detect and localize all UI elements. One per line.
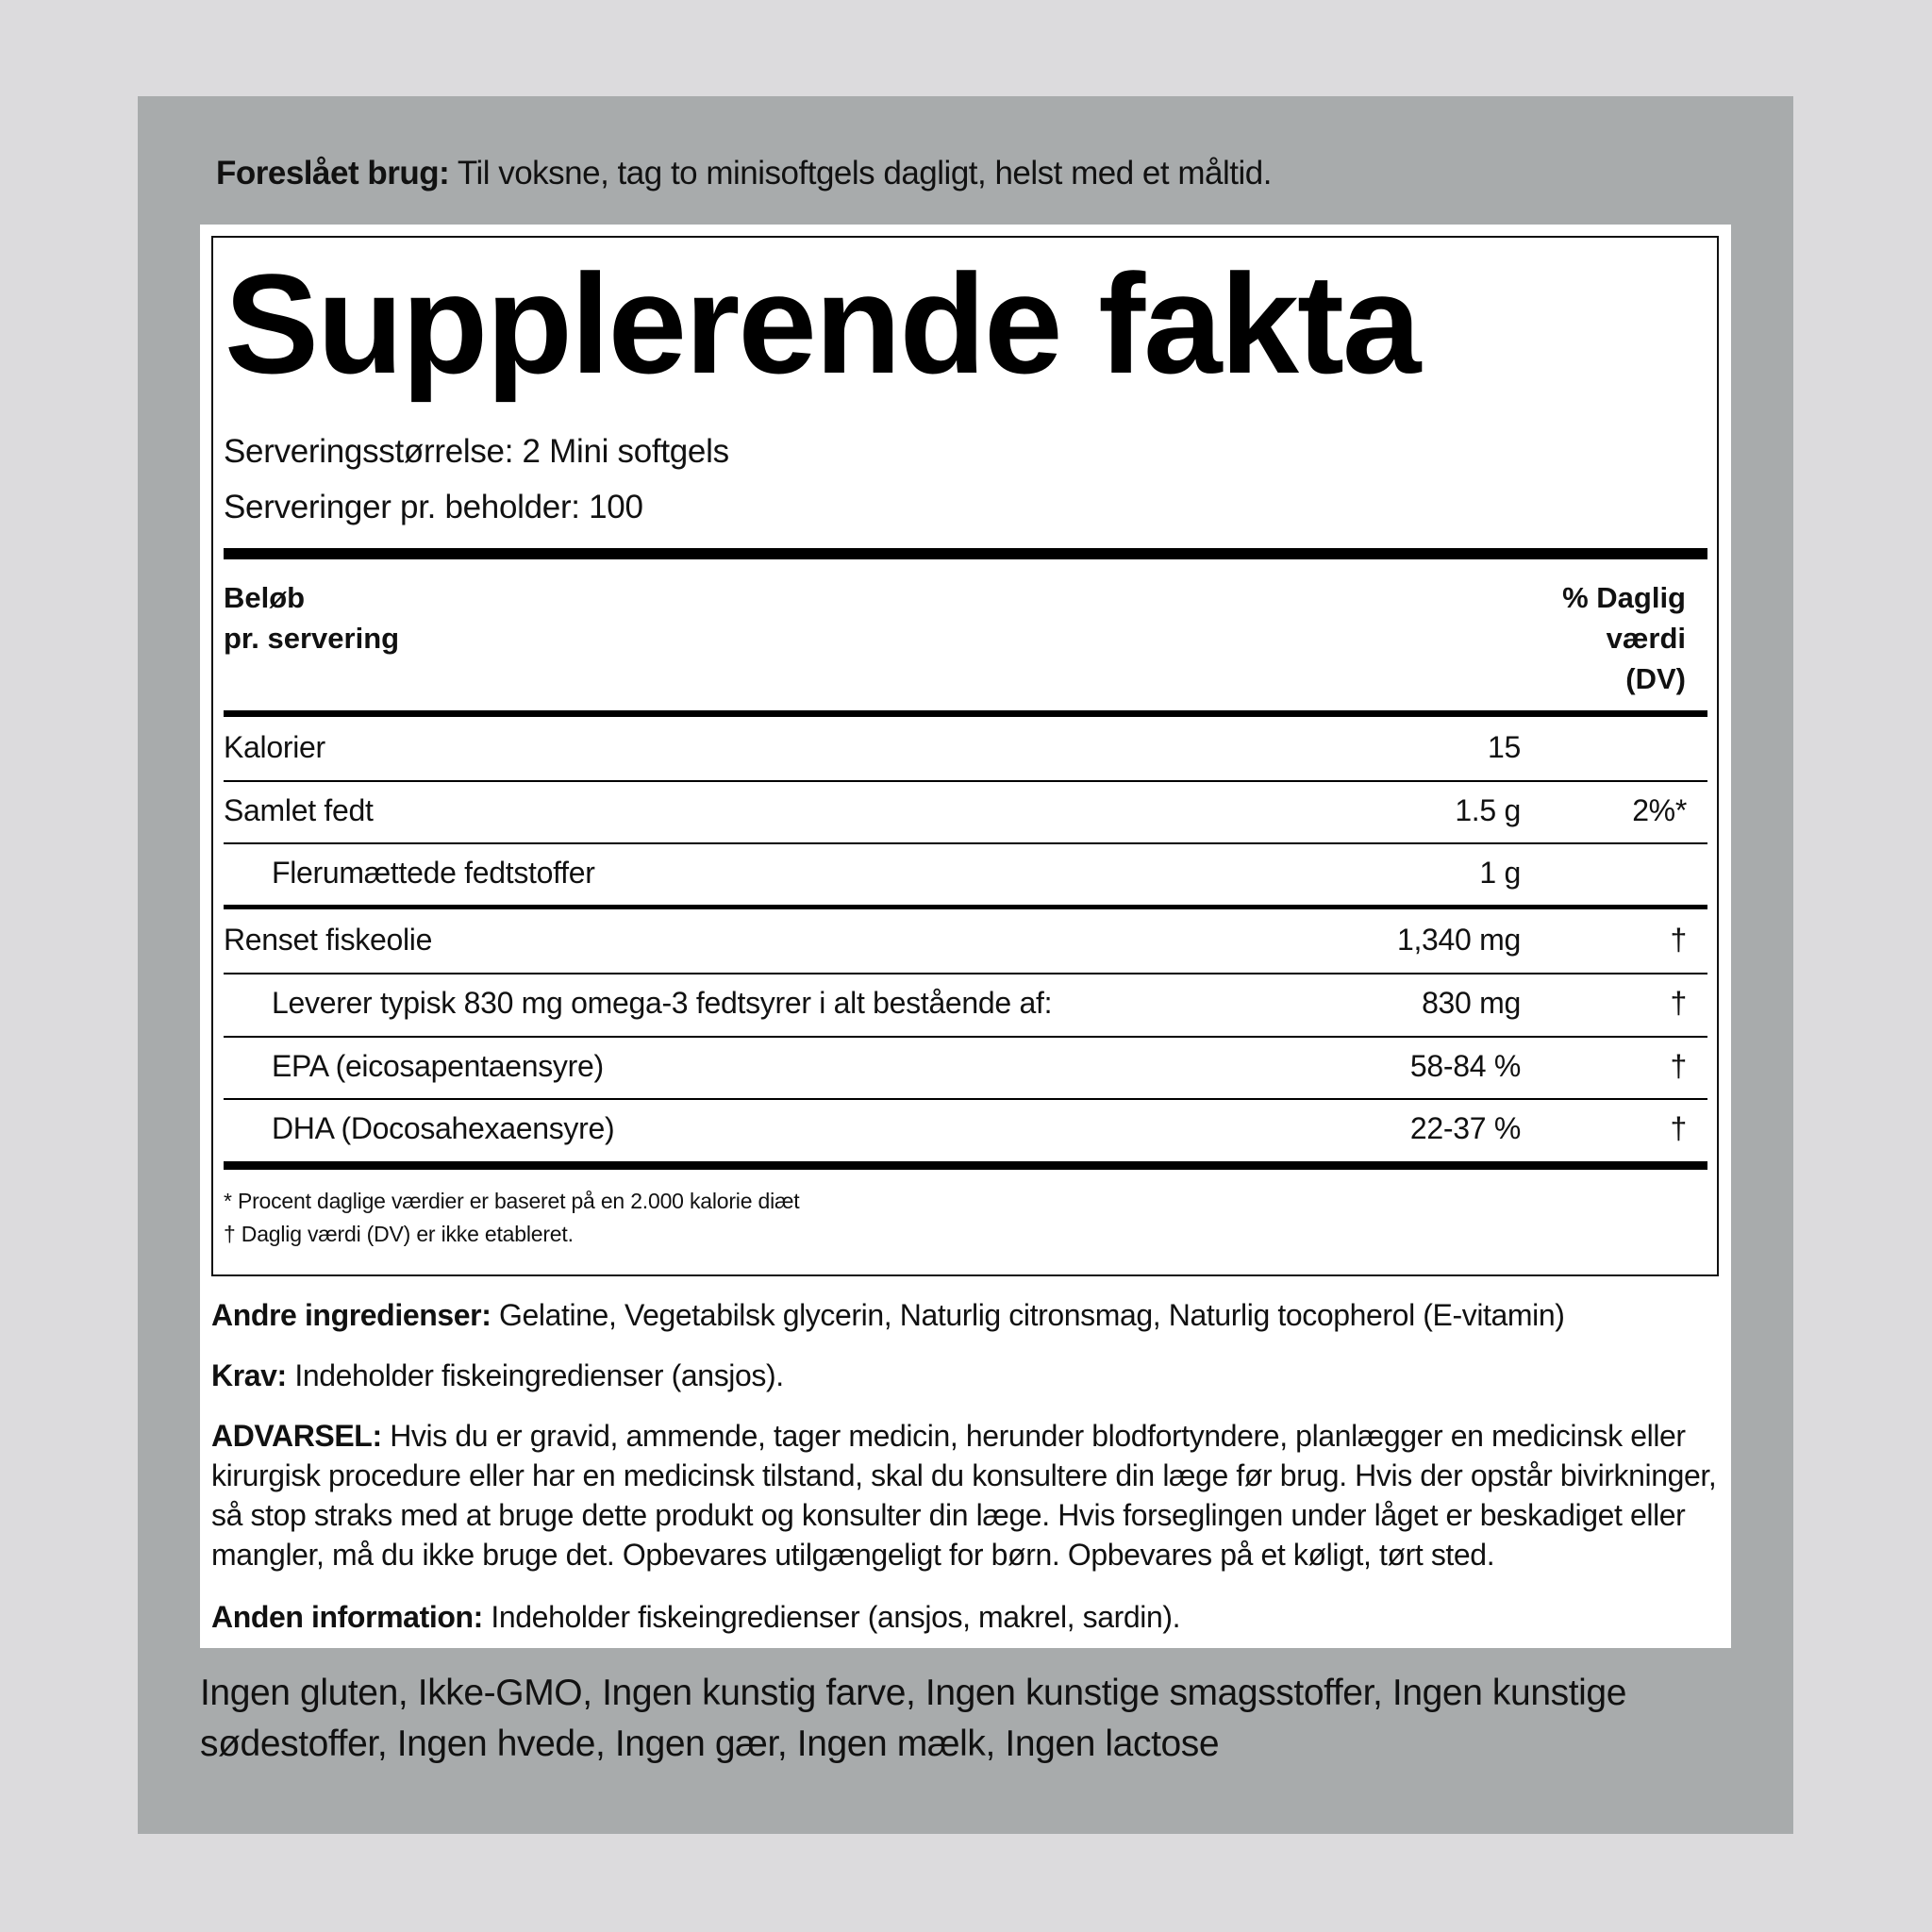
dv-header-line2: værdi xyxy=(1606,622,1686,655)
footnote-not-established: † Daglig værdi (DV) er ikke etableret. xyxy=(224,1222,574,1246)
facts-row xyxy=(224,1109,1707,1147)
other-ingredients-text: Gelatine, Vegetabilsk glycerin, Naturlig citronsmag, Naturlig tocopherol (E-vitamin) xyxy=(498,1298,1565,1332)
section-divider xyxy=(224,905,1707,909)
nutrient-amount: 58-84 % xyxy=(1409,1049,1521,1083)
nutrient-dv: † xyxy=(1670,923,1687,957)
facts-row xyxy=(224,1047,1707,1085)
row-divider xyxy=(224,842,1707,844)
nutrient-dv: † xyxy=(1670,1049,1687,1083)
suggested-use-text: Til voksne, tag to minisoftgels dagligt, helst med et måltid. xyxy=(457,155,1272,192)
nutrient-dv: 2%* xyxy=(1632,793,1687,827)
nutrient-name: Kalorier xyxy=(224,730,325,764)
daily-value-header xyxy=(1562,577,1686,699)
other-ingredients-label: Andre ingredienser: xyxy=(211,1298,491,1332)
nutrient-amount: 830 mg xyxy=(1422,986,1521,1020)
thick-divider-bottom xyxy=(224,1161,1707,1170)
nutrient-dv: † xyxy=(1670,1111,1687,1145)
nutrient-name: EPA (eicosapentaensyre) xyxy=(272,1049,604,1083)
amount-header-line1: Beløb xyxy=(224,581,306,614)
nutrient-name: Leverer typisk 830 mg omega-3 fedtsyrer i alt bestående af: xyxy=(272,986,1053,1020)
facts-title: Supplerende fakta xyxy=(225,244,1420,403)
amount-header xyxy=(224,577,399,658)
footnote-daily-value: * Procent daglige værdier er baseret på en 2.000 kalorie diæt xyxy=(224,1189,800,1213)
row-divider xyxy=(224,780,1707,782)
nutrient-amount: 1.5 g xyxy=(1455,793,1521,827)
nutrient-name: Samlet fedt xyxy=(224,793,374,827)
warning-label: ADVARSEL: xyxy=(211,1419,382,1453)
row-divider xyxy=(224,1036,1707,1038)
facts-row xyxy=(224,854,1707,891)
facts-row xyxy=(224,921,1707,958)
nutrient-amount: 22-37 % xyxy=(1409,1111,1521,1145)
suggested-use-label: Foreslået brug: xyxy=(216,155,450,192)
nutrient-amount: 1,340 mg xyxy=(1396,923,1521,957)
warning-text: Hvis du er gravid, ammende, tager medicin, herunder blodfortyndere, planlægger en medicinsk eller kirurgisk procedure eller har en medicinsk tilstand, skal du konsultere din læge før brug. Hvis der opstår bivirkninger, så stop straks med at bruge dette produkt og konsulter din læge. Hvis forseglingen under låget er beskadiget eller mangler, må du ikke bruge det. Opbevares utilgængeligt for børn. Opbevares på et køligt, tørt sted. xyxy=(211,1419,1717,1572)
servings-per-container: Serveringer pr. beholder: 100 xyxy=(224,489,643,525)
free-from-statement: Ingen gluten, Ikke-GMO, Ingen kunstig farve, Ingen kunstige smagsstoffer, Ingen kunstige sødestoffer, Ingen hvede, Ingen gær, Ingen mælk, Ingen lactose xyxy=(200,1673,1626,1764)
claim-text: Indeholder fiskeingredienser (ansjos). xyxy=(294,1358,784,1392)
claim-label: Krav: xyxy=(211,1358,287,1392)
thick-divider xyxy=(224,548,1707,559)
warning xyxy=(211,1416,1721,1574)
nutrient-amount: 15 xyxy=(1488,730,1521,764)
other-information xyxy=(211,1597,1721,1637)
nutrient-name: Renset fiskeolie xyxy=(224,923,433,957)
row-divider xyxy=(224,1098,1707,1100)
other-information-text: Indeholder fiskeingredienser (ansjos, makrel, sardin). xyxy=(491,1600,1181,1634)
dv-header-line1: % Daglig xyxy=(1562,581,1686,614)
nutrient-name: Flerumættede fedtstoffer xyxy=(272,856,595,890)
amount-header-line2: pr. servering xyxy=(224,622,400,655)
claim xyxy=(211,1356,1721,1395)
nutrient-dv: † xyxy=(1670,986,1687,1020)
nutrient-amount: 1 g xyxy=(1479,856,1521,890)
suggested-use xyxy=(216,155,1272,192)
dv-header-line3: (DV) xyxy=(1625,662,1686,695)
row-divider xyxy=(224,973,1707,974)
medium-divider xyxy=(224,710,1707,717)
facts-row xyxy=(224,791,1707,829)
facts-row xyxy=(224,728,1707,766)
nutrient-name: DHA (Docosahexaensyre) xyxy=(272,1111,615,1145)
other-information-label: Anden information: xyxy=(211,1600,483,1634)
other-ingredients xyxy=(211,1295,1721,1335)
serving-size: Serveringsstørrelse: 2 Mini softgels xyxy=(224,433,729,470)
facts-row xyxy=(224,984,1707,1022)
